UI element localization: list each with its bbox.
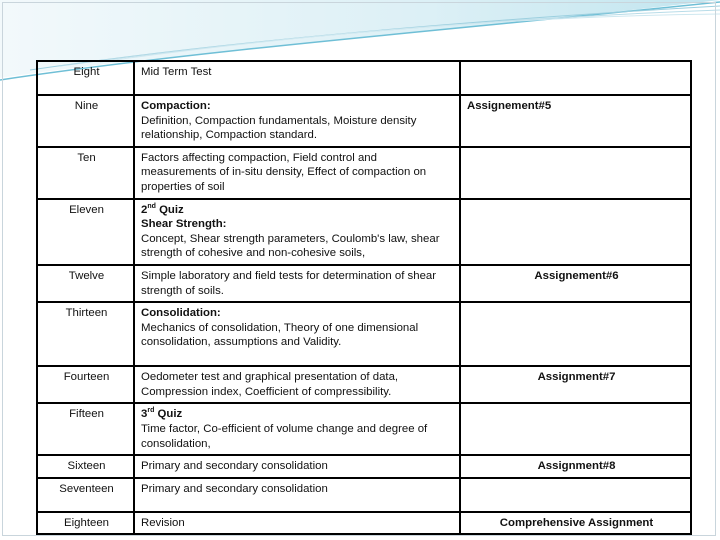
- table-row: [37, 403, 691, 455]
- assignment-cell: [460, 147, 691, 199]
- topic-heading: Consolidation:: [141, 307, 221, 320]
- topic-body: Primary and secondary consolidation: [141, 482, 328, 495]
- topic-body: Simple laboratory and field tests for determination of shear strength of soils.: [141, 269, 437, 297]
- table-row: [37, 95, 691, 147]
- assignment-cell: Assignement#6: [460, 265, 691, 302]
- table-row: [37, 199, 691, 265]
- topic-body: Mechanics of consolidation, Theory of one dimensional consolidation, assumptions and Validity.: [141, 321, 419, 349]
- week-cell: Thirteen: [37, 302, 134, 366]
- topic-heading: Shear Strength:: [141, 218, 227, 231]
- week-cell: Sixteen: [37, 455, 134, 478]
- table-row: [37, 265, 691, 302]
- topic-cell: [134, 95, 460, 147]
- topic-body: Time factor, Co-efficient of volume change and degree of consolidation,: [141, 422, 428, 450]
- table-row: [37, 512, 691, 535]
- quiz-label: 3rd Quiz: [141, 407, 183, 421]
- quiz-label: 2nd Quiz: [141, 202, 184, 216]
- week-cell: Fourteen: [37, 366, 134, 403]
- topic-cell: [134, 512, 460, 535]
- week-cell: Eight: [37, 61, 134, 95]
- week-cell: Seventeen: [37, 478, 134, 512]
- table-row: [37, 455, 691, 478]
- assignment-cell: Assignment#7: [460, 366, 691, 403]
- table-row: [37, 302, 691, 366]
- week-cell: Twelve: [37, 265, 134, 302]
- assignment-cell: [460, 199, 691, 265]
- topic-cell: [134, 147, 460, 199]
- topic-body: Primary and secondary consolidation: [141, 460, 328, 473]
- table-row: [37, 366, 691, 403]
- topic-body: Definition, Compaction fundamentals, Moisture density relationship, Compaction standard.: [141, 114, 417, 142]
- topic-body: Oedometer test and graphical presentation of data, Compression index, Coefficient of compressibility.: [141, 371, 399, 398]
- week-cell: Eighteen: [37, 512, 134, 535]
- topic-title: Mid Term Test: [141, 66, 212, 78]
- assignment-cell: [460, 478, 691, 512]
- topic-cell: [134, 302, 460, 366]
- topic-cell: [134, 265, 460, 302]
- assignment-cell: [460, 403, 691, 455]
- topic-body: Concept, Shear strength parameters, Coulomb's law, shear strength of cohesive and non-cohesive soils,: [141, 232, 440, 260]
- assignment-cell: [460, 61, 691, 95]
- table-row: [37, 61, 691, 95]
- assignment-cell: Assignement#5: [460, 95, 691, 147]
- topic-cell: [134, 455, 460, 478]
- topic-cell: [134, 366, 460, 403]
- week-cell: Fifteen: [37, 403, 134, 455]
- topic-cell: [134, 199, 460, 265]
- topic-body: Factors affecting compaction, Field control and measurements of in-situ density, Effect of compaction on properties of soil: [141, 151, 427, 193]
- week-cell: Nine: [37, 95, 134, 147]
- assignment-cell: Comprehensive Assignment: [460, 512, 691, 535]
- table-row: [37, 147, 691, 199]
- week-cell: Eleven: [37, 199, 134, 265]
- course-schedule-table: [36, 60, 692, 535]
- assignment-cell: Assignment#8: [460, 455, 691, 478]
- table-row: [37, 478, 691, 512]
- week-cell: Ten: [37, 147, 134, 199]
- topic-cell: [134, 61, 460, 95]
- topic-cell: [134, 478, 460, 512]
- assignment-cell: [460, 302, 691, 366]
- topic-heading: Compaction:: [141, 100, 211, 112]
- topic-body: Revision: [141, 516, 185, 529]
- topic-cell: [134, 403, 460, 455]
